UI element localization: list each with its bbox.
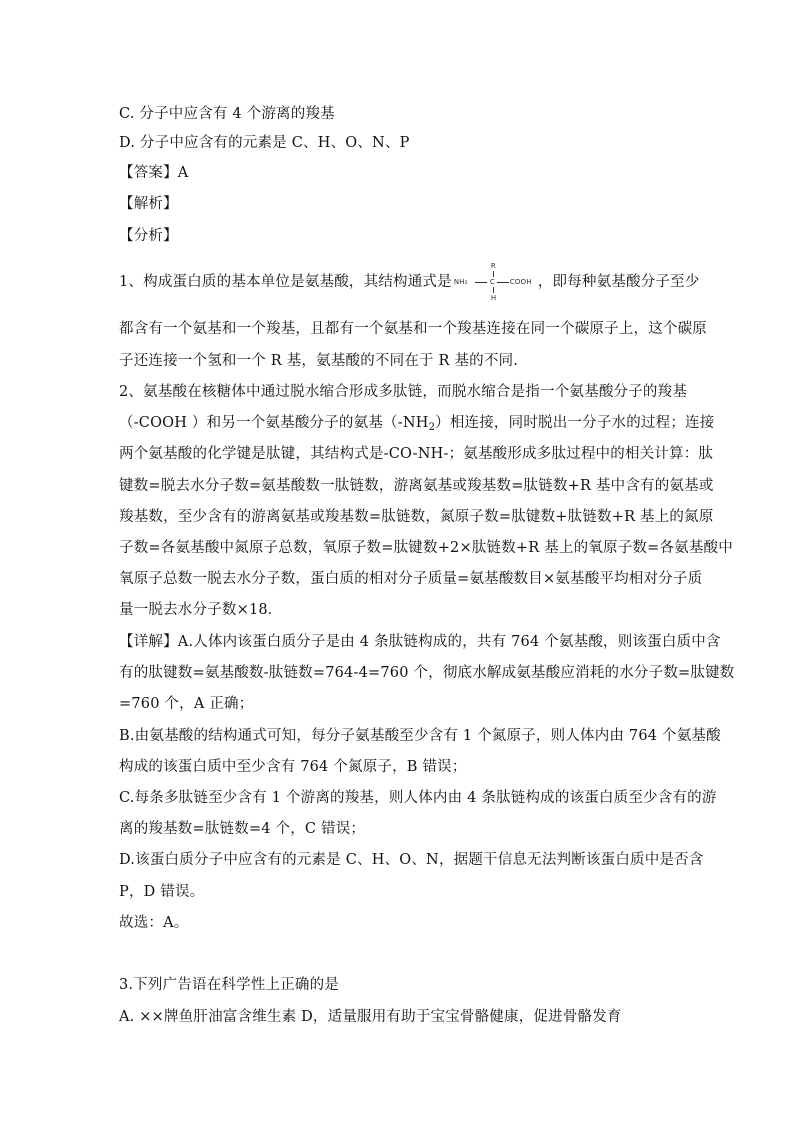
- detail-a-line-1: 【详解】A.人体内该蛋白质分子是由 4 条肽链构成的，共有 764 个氨基酸，则该蛋白质中含: [119, 634, 721, 650]
- detail-c-line-1: C.每条多肽链至少含有 1 个游离的羧基，则人体内由 4 条肽链构成的该蛋白质至少含有的游: [119, 790, 717, 806]
- formula-hydrogen: H: [490, 294, 497, 302]
- paragraph-1-line-2: 都含有一个氨基和一个羧基，且都有一个氨基和一个羧基连接在同一个碳原子上，这个碳原: [119, 321, 707, 337]
- paragraph-2-line-2: [119, 413, 715, 438]
- paragraph-2-line-7: 氧原子总数一脱去水分子数，蛋白质的相对分子质量=氨基酸数目×氨基酸平均相对分子质: [119, 571, 703, 587]
- paragraph-2-line-5: 羧基数，至少含有的游离氨基或羧基数=肽链数，氮原子数=肽键数+肽链数+R 基上的氮原: [119, 509, 714, 525]
- paragraph-1-line-3: 子还连接一个氢和一个 R 基，氨基酸的不同在于 R 基的不同.: [119, 353, 519, 369]
- detail-a-line-3: =760 个，A 正确；: [119, 696, 254, 712]
- paragraph-1-text-b: ，即每种氨基酸分子至少: [537, 274, 700, 290]
- analysis-subheading: 【分析】: [119, 228, 178, 244]
- paragraph-2-text-b: ）相连接，同时脱出一分子水的过程；连接: [435, 415, 715, 431]
- paragraph-1-line-1: [119, 262, 700, 302]
- paragraph-1-text-a: 1、构成蛋白质的基本单位是氨基酸，其结构通式是: [119, 274, 452, 290]
- formula-cooh: COOH: [509, 278, 532, 286]
- formula-bond: [493, 287, 494, 293]
- paragraph-2-line-1: 2、氨基酸在核糖体中通过脱水缩合形成多肽链，而脱水缩合是指一个氨基酸分子的羧基: [119, 384, 688, 400]
- formula-bond: [497, 282, 509, 283]
- paragraph-2-text-a: （-COOH ）和另一个氨基酸分子的氨基（-NH: [119, 415, 429, 431]
- analysis-heading: 【解析】: [119, 196, 178, 212]
- question-3-option-a: A. ××牌鱼肝油富含维生素 D，适量服用有助于宝宝骨骼健康，促进骨骼发育: [119, 1009, 622, 1025]
- option-c: C. 分子中应含有 4 个游离的羧基: [119, 106, 335, 122]
- question-3-stem: 3.下列广告语在科学性上正确的是: [119, 977, 340, 993]
- conclusion: 故选：A。: [119, 915, 189, 931]
- detail-d-line-2: P，D 错误。: [119, 884, 205, 900]
- subscript: 2: [428, 422, 436, 433]
- option-d: D. 分子中应含有的元素是 C、H、O、N、P: [119, 135, 410, 151]
- answer-label: 【答案】A: [119, 165, 189, 181]
- paragraph-2-line-3: 两个氨基酸的化学键是肽键，其结构式是-CO-NH-；氨基酸形成多肽过程中的相关计算：肽: [119, 446, 714, 462]
- formula-nh2: NH₂: [453, 278, 468, 286]
- formula-bond: [475, 282, 487, 283]
- paragraph-2-line-8: 量一脱去水分子数×18．: [119, 602, 283, 618]
- paragraph-2-line-6: 子数=各氨基酸中氮原子总数，氧原子数=肽键数+2×肽链数+R 基上的氧原子数=各氨基酸中: [119, 540, 733, 556]
- detail-d-line-1: D.该蛋白质分子中应含有的元素是 C、H、O、N，据题干信息无法判断该蛋白质中是否含: [119, 852, 704, 868]
- formula-carbon: C: [489, 278, 495, 286]
- detail-b-line-1: B.由氨基酸的结构通式可知，每分子氨基酸至少含有 1 个氮原子，则人体内由 764 个氨基酸: [119, 728, 721, 744]
- detail-a-line-2: 有的肽键数=氨基酸数-肽链数=764-4=760 个，彻底水解成氨基酸应消耗的水分子数=肽键数: [119, 665, 735, 681]
- formula-r-group: R: [490, 262, 496, 270]
- amino-acid-structural-formula: [453, 262, 536, 302]
- formula-bond: [493, 271, 494, 277]
- detail-b-line-2: 构成的该蛋白质中至少含有 764 个氮原子，B 错误；: [119, 759, 467, 775]
- detail-c-line-2: 离的羧基数=肽链数=4 个，C 错误；: [119, 821, 366, 837]
- paragraph-2-line-4: 键数=脱去水分子数=氨基酸数一肽链数，游离氨基或羧基数=肽链数+R 基中含有的氨基或: [119, 478, 714, 494]
